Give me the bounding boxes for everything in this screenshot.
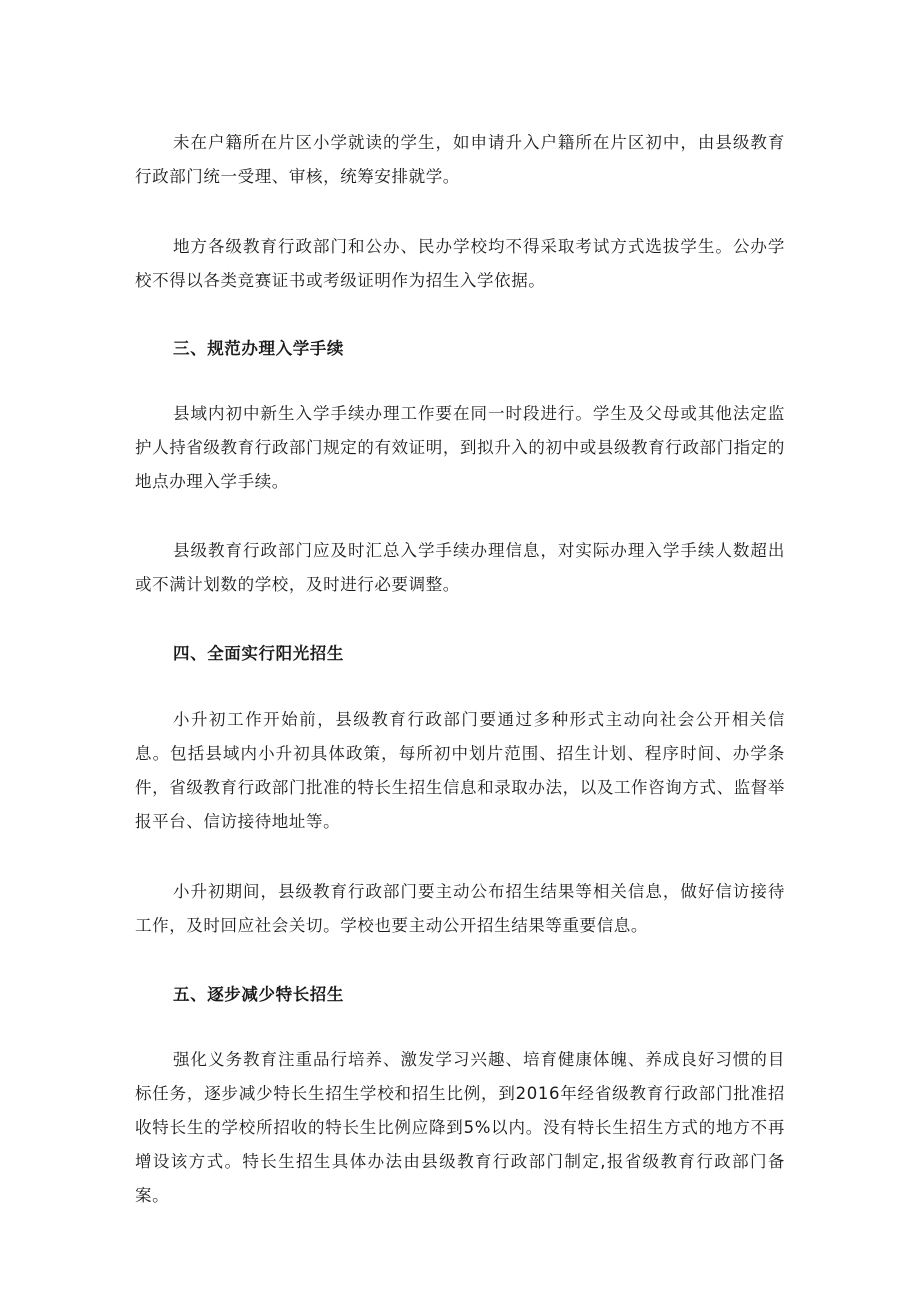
paragraph-publish-results: 小升初期间，县级教育行政部门要主动公布招生结果等相关信息，做好信访接待工作，及时回应社会关切。学校也要主动公开招生结果等重要信息。 [135, 882, 785, 935]
paragraph-enrollment-adjustment: 县级教育行政部门应及时汇总入学手续办理信息，对实际办理入学手续人数超出或不满计划数的学校，及时进行必要调整。 [135, 541, 785, 594]
section-heading-3: 三、规范办理入学手续 [173, 339, 344, 358]
paragraph-unregistered-students: 未在户籍所在片区小学就读的学生，如申请升入户籍所在片区初中，由县级教育行政部门统一受理、审核，统筹安排就学。 [135, 133, 785, 186]
paragraph-no-exam-selection: 地方各级教育行政部门和公办、民办学校均不得采取考试方式选拔学生。公办学校不得以各类竞赛证书或考级证明作为招生入学依据。 [135, 237, 785, 290]
paragraph-enrollment-procedure: 县域内初中新生入学手续办理工作要在同一时段进行。学生及父母或其他法定监护人持省级教育行政部门规定的有效证明，到拟升入的初中或县级教育行政部门指定的地点办理入学手续。 [135, 404, 785, 491]
paragraph-public-information: 小升初工作开始前，县级教育行政部门要通过多种形式主动向社会公开相关信息。包括县域内小升初具体政策，每所初中划片范围、招生计划、程序时间、办学条件，省级教育行政部门批准的特长生招生信息和录取办法，以及工作咨询方式、监督举报平台、信访接待地址等。 [135, 710, 785, 831]
section-heading-5: 五、逐步减少特长招生 [173, 985, 344, 1004]
paragraph-reduce-special-talent: 强化义务教育注重品行培养、激发学习兴趣、培育健康体魄、养成良好习惯的目标任务，逐步减少特长生招生学校和招生比例，到2016年经省级教育行政部门批准招收特长生的学校所招收的特长生比例应降到5%以内。没有特长生招生方式的地方不再增设该方式。特长生招生具体办法由县级教育行政部门制定,报省级教育行政部门备案。 [135, 1050, 785, 1205]
section-heading-4: 四、全面实行阳光招生 [173, 644, 344, 663]
